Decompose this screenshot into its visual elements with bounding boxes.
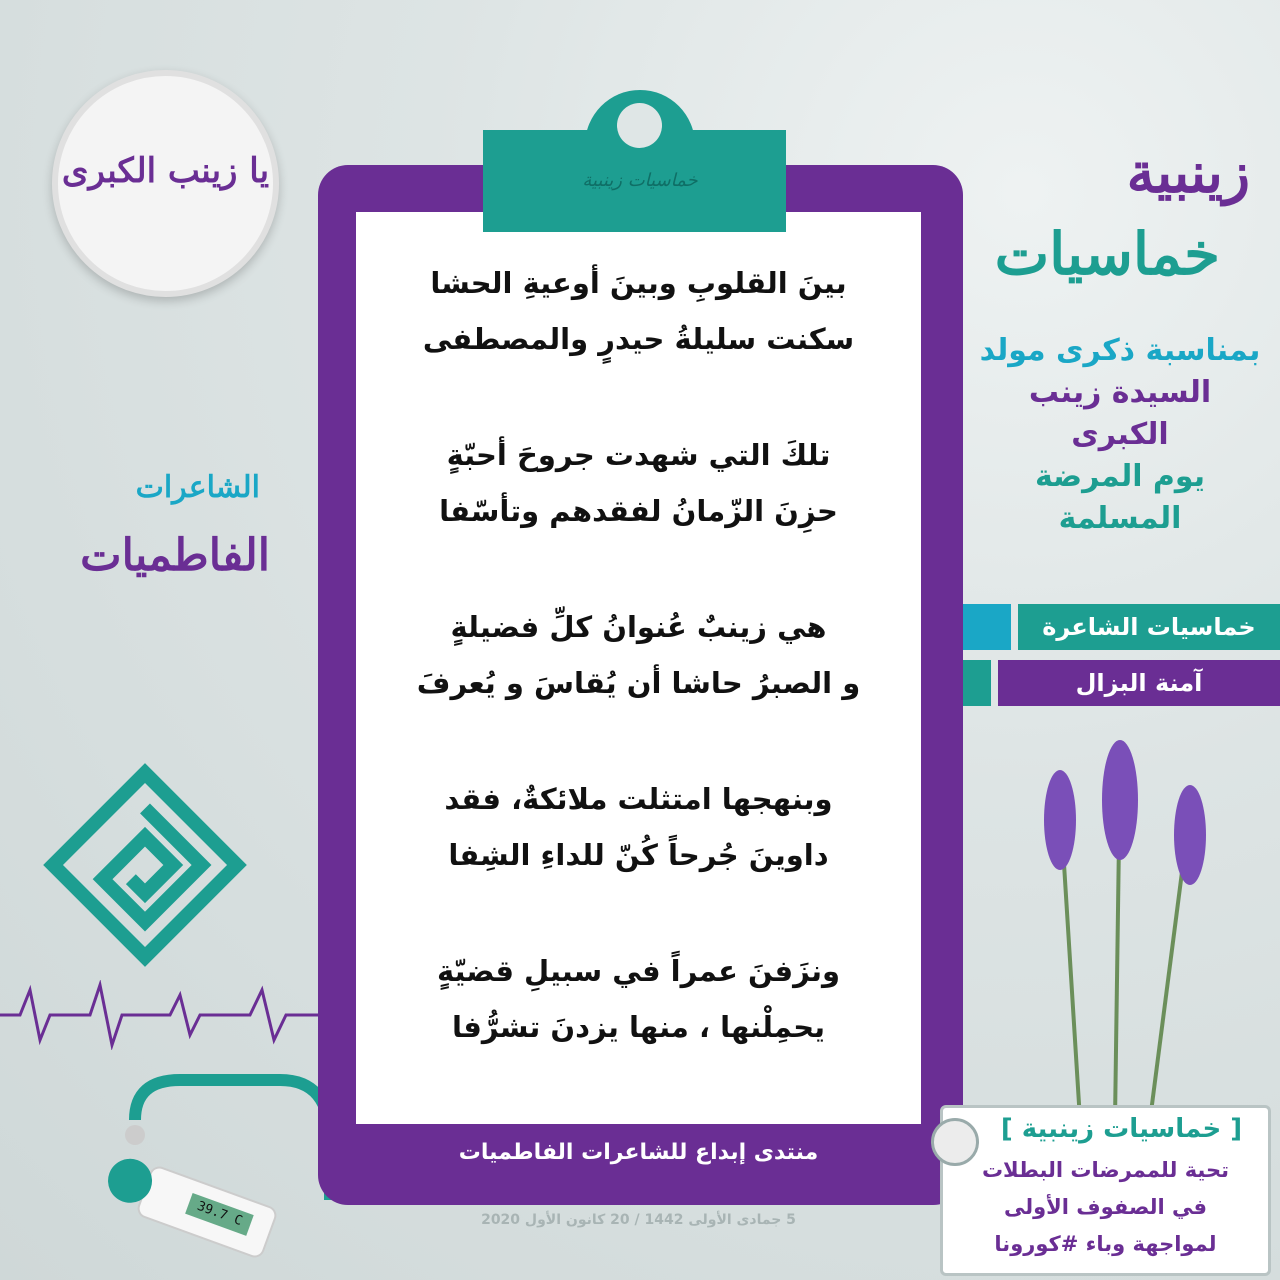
date-line: 5 جمادى الأولى 1442 / 20 كانون الأول 2020 — [481, 1212, 796, 1228]
poet-label: خماسيات الشاعرة — [1018, 604, 1280, 650]
poem-line: هي زينبٌ عُنوانُ كلِّ فضيلةٍ — [450, 610, 827, 644]
poem-stanza — [356, 255, 921, 367]
brand-logo — [985, 140, 1260, 330]
poem-line: سكنت سليلةُ حيدرٍ والمصطفى — [422, 322, 855, 356]
poem-line: بينَ القلوبِ وبينَ أوعيةِ الحشا — [430, 266, 847, 300]
note-line2: في الصفوف الأولى — [1003, 1195, 1208, 1219]
note-line3: لمواجهة وباء #كورونا — [994, 1232, 1217, 1256]
note-title: [ خماسيات زينبية ] — [1000, 1114, 1243, 1144]
note-body — [951, 1152, 1260, 1263]
note-card — [940, 1105, 1271, 1276]
occasion-line1: بمناسبة ذكرى مولد — [979, 333, 1261, 368]
brand-logo-line2: خماسيات — [994, 220, 1220, 288]
poem-line: و الصبرُ حاشا أن يُقاسَ و يُعرفَ — [416, 666, 861, 700]
note-line1: تحية للممرضات البطلات — [981, 1158, 1230, 1182]
brand-logo-line1: زينبية — [1126, 140, 1250, 206]
fatimiyat-logo — [80, 470, 270, 650]
poem-line: وبنهجها امتثلت ملائكةٌ، فقد — [444, 782, 833, 816]
occasion-text — [975, 330, 1265, 540]
poem-line: ونزَفنَ عمراً في سبيلِ قضيّةٍ — [436, 954, 841, 988]
clip-logo: خماسيات زينبية — [582, 170, 698, 191]
poem-stanza — [356, 943, 921, 1055]
lavender-flowers-icon — [1020, 740, 1240, 1120]
fatimiyat-logo-line2: الفاطميات — [80, 530, 270, 581]
poem-line: تلكَ التي شهدت جروحَ أحبّةٍ — [446, 438, 831, 472]
clipboard-clip-hole — [617, 103, 662, 148]
heartbeat-line-icon — [0, 980, 330, 1050]
poem-stanza — [356, 427, 921, 539]
poet-label-accent — [963, 604, 1011, 650]
poem-line: داوينَ جُرحاً كُنّ للداءِ الشِفا — [448, 838, 829, 872]
medallion-logo — [52, 70, 279, 297]
occasion-line2: السيدة زينب الكبرى — [1028, 375, 1212, 452]
poem — [356, 255, 921, 1115]
medallion-text: يا زينب الكبرى — [61, 151, 270, 191]
poet-name-accent — [963, 660, 991, 706]
poem-line: حزِنَ الزّمانُ لفقدهم وتأسّفا — [439, 494, 838, 528]
poem-stanza — [356, 599, 921, 711]
forum-name: منتدى إبداع للشاعرات الفاطميات — [458, 1140, 819, 1165]
fatimiyat-logo-line1: الشاعرات — [135, 470, 260, 505]
thermometer-display: 39.7 C — [185, 1193, 254, 1236]
occasion-line3: يوم المرضة المسلمة — [1034, 459, 1205, 536]
poem-line: يحمِلْنها ، منها يزدنَ تشرُّفا — [451, 1010, 826, 1044]
poem-stanza — [356, 771, 921, 883]
poet-name: آمنة البزال — [998, 660, 1280, 706]
